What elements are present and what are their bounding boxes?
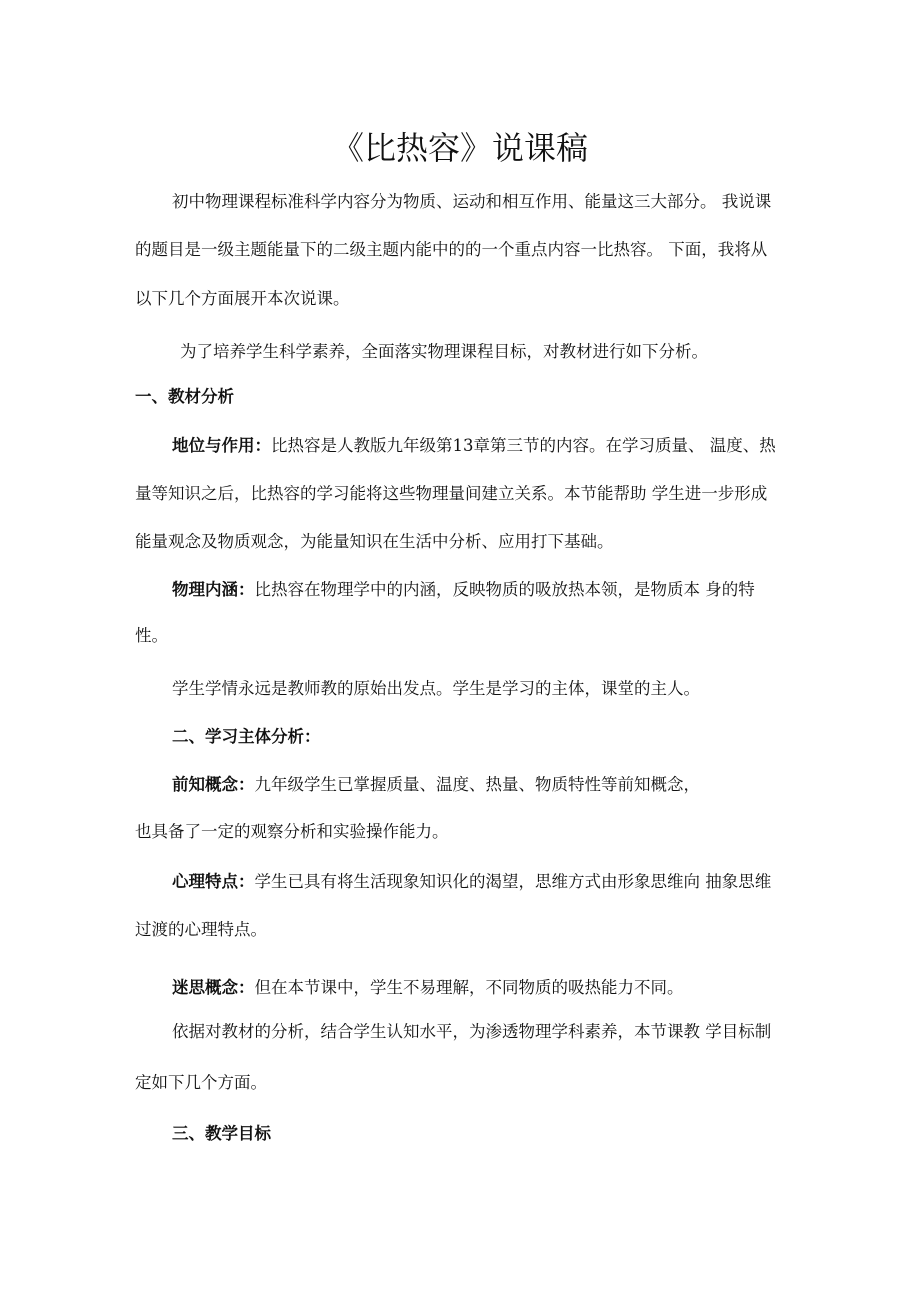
- page-title: 《比热容》说课稿: [331, 129, 588, 167]
- connotation-text-1: 比热容在物理学中的内涵，反映物质的吸放热本领，是物质本 身的特: [254, 580, 755, 599]
- psych-line-1: [172, 870, 771, 894]
- psych-label: 心理特点：: [172, 872, 255, 891]
- intro-line-2: 的题目是一级主题能量下的二级主题内能中的的一个重点内容一比热容。 下面，我将从: [135, 240, 768, 259]
- position-text-1: 比热容是人教版九年级第13章第三节的内容。在学习质量、 温度、热: [271, 436, 776, 455]
- misconception-text-1: 但在本节课中，学生不易理解，不同物质的吸热能力不同。: [254, 978, 684, 997]
- intro-line-1: 初中物理课程标准科学内容分为物质、运动和相互作用、能量这三大部分。 我说课: [172, 192, 772, 211]
- section-heading-2: 二、学习主体分析：: [172, 727, 321, 746]
- section-heading-1: 一、教材分析: [135, 387, 234, 406]
- purpose-paragraph: 为了培养学生科学素养，全面落实物理课程目标，对教材进行如下分析。: [180, 342, 708, 361]
- position-line-3: 能量观念及物质观念，为能量知识在生活中分析、应用打下基础。: [135, 532, 614, 551]
- psych-line-2: 过渡的心理特点。: [135, 920, 267, 939]
- connotation-line-1: [172, 578, 755, 602]
- prior-line-2: 也具备了一定的观察分析和实验操作能力。: [135, 822, 449, 841]
- position-line-1: [172, 434, 776, 458]
- prior-line-1: [172, 773, 700, 797]
- misconception-line-1: [172, 976, 684, 1000]
- position-label: 地位与作用：: [172, 436, 271, 455]
- position-line-2: 量等知识之后，比热容的学习能将这些物理量间建立关系。本节能帮助 学生进一步形成: [135, 484, 768, 503]
- connotation-label: 物理内涵：: [172, 580, 255, 599]
- intro-line-3: 以下几个方面展开本次说课。: [135, 289, 350, 308]
- transition-paragraph: 学生学情永远是教师教的原始出发点。学生是学习的主体，课堂的主人。: [172, 679, 700, 698]
- connotation-line-2: 性。: [135, 626, 168, 645]
- basis-line-2: 定如下几个方面。: [135, 1073, 267, 1092]
- misconception-label: 迷思概念：: [172, 978, 255, 997]
- prior-text-1: 九年级学生已掌握质量、温度、热量、物质特性等前知概念，: [254, 775, 700, 794]
- basis-line-1: 依据对教材的分析，结合学生认知水平，为渗透物理学科素养，本节课教 学目标制: [172, 1022, 772, 1041]
- prior-label: 前知概念：: [172, 775, 255, 794]
- psych-text-1: 学生已具有将生活现象知识化的渴望，思维方式由形象思维向 抽象思维: [254, 872, 772, 891]
- section-heading-3: 三、教学目标: [172, 1124, 271, 1143]
